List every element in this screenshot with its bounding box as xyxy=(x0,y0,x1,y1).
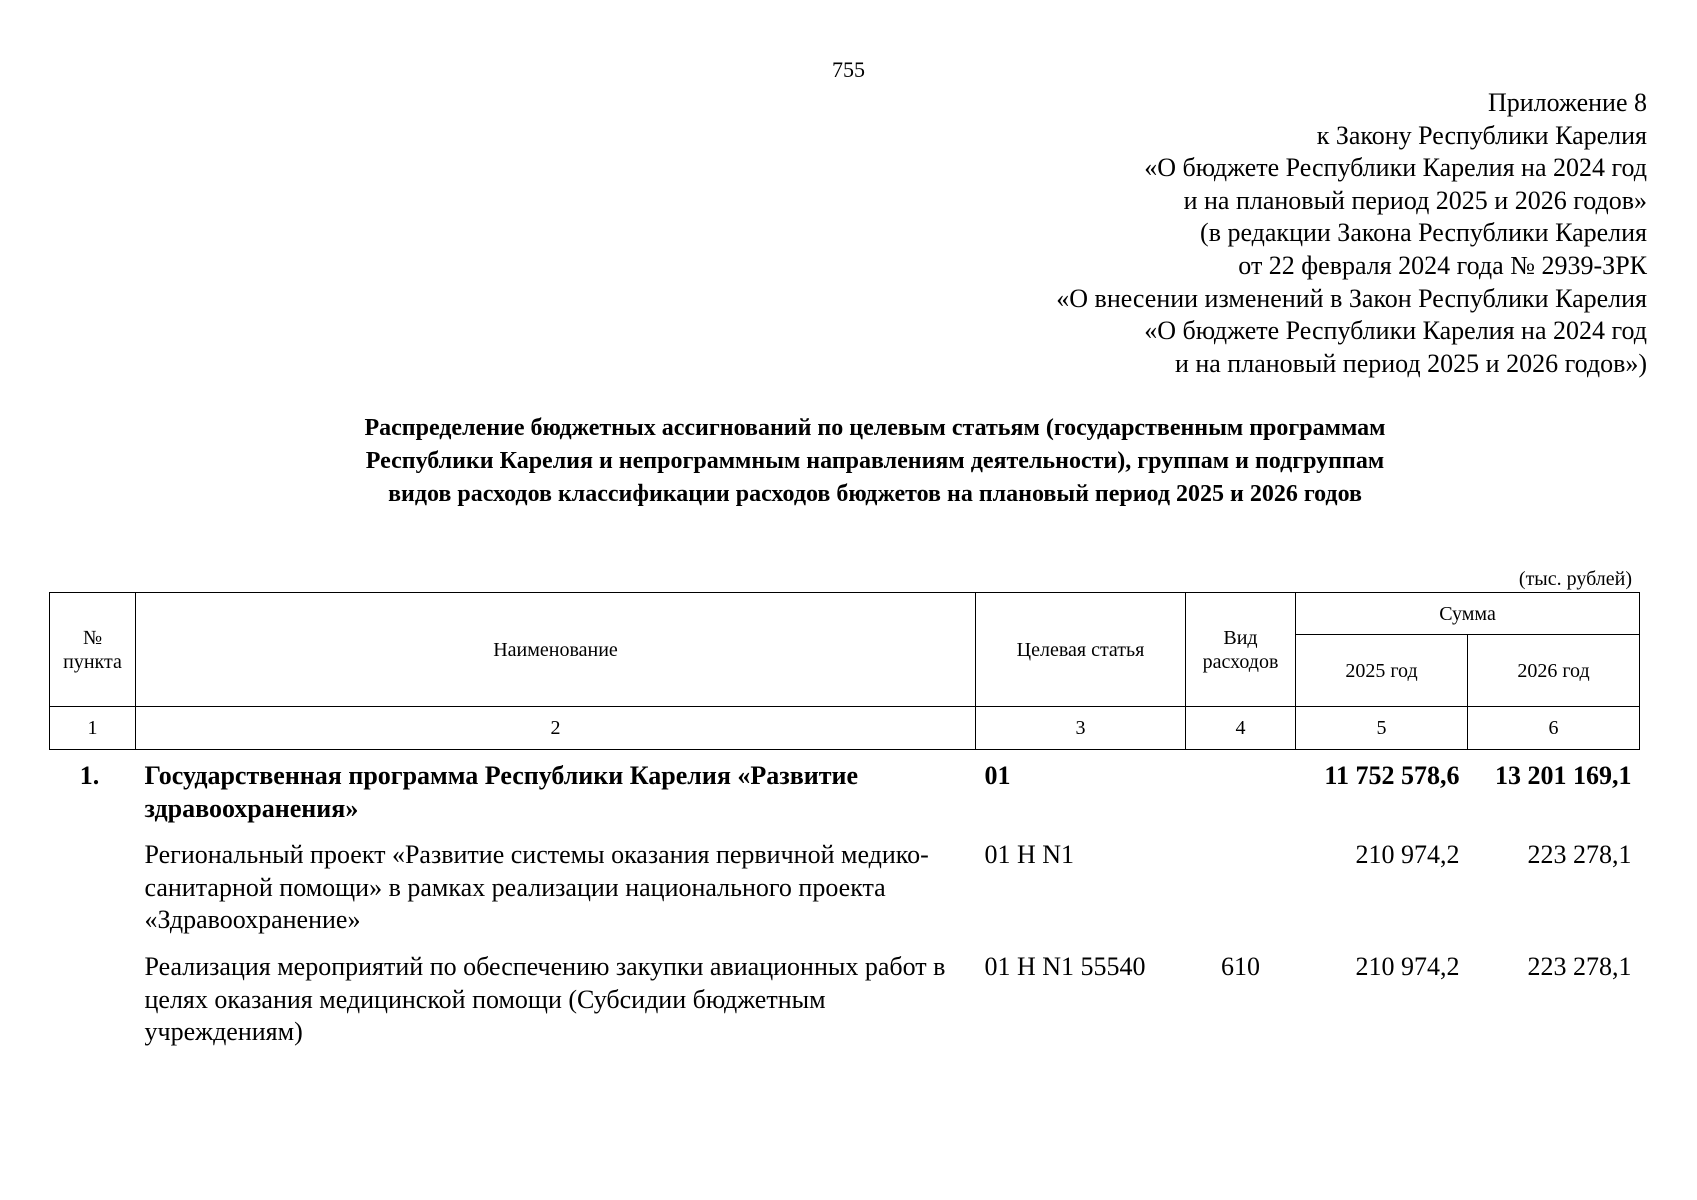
column-number: 2 xyxy=(136,707,976,750)
appendix-line: Приложение 8 xyxy=(1487,88,1647,117)
row-vid: 610 xyxy=(1221,951,1260,981)
column-number-row xyxy=(50,707,1640,750)
row-name: Реализация мероприятий по обеспечению закупки авиационных работ в целях оказания медицинской помощи (Субсидии бюджетным учреждениям) xyxy=(144,951,946,1047)
row-code: 01 xyxy=(984,761,1011,790)
row-amount-2025: 11 752 578,6 xyxy=(1324,761,1460,790)
header-num-label: пункта xyxy=(63,650,122,673)
units-label: (тыс. рублей) xyxy=(1518,568,1632,590)
row-amount-2026: 13 201 169,1 xyxy=(1495,761,1632,790)
column-number: 4 xyxy=(1186,707,1296,750)
header-year-2026: 2026 год xyxy=(1468,635,1640,707)
title-line: Распределение бюджетных ассигнований по целевым статьям (государственным программам xyxy=(364,415,1386,441)
title-line: видов расходов классификации расходов бюджетов на плановый период 2025 и 2026 годов xyxy=(388,481,1362,507)
appendix-line: «О внесении изменений в Закон Республики Карелия xyxy=(1056,283,1647,313)
document-title xyxy=(0,412,1697,511)
header-vid-line1: Вид xyxy=(1223,626,1258,649)
appendix-line: и на плановый период 2025 и 2026 годов» xyxy=(1183,185,1647,215)
table-row xyxy=(50,750,1640,840)
appendix-line: «О бюджете Республики Карелия на 2024 год xyxy=(1144,316,1647,346)
row-number xyxy=(50,839,136,951)
header-name: Наименование xyxy=(136,593,976,707)
appendix-line: и на плановый период 2025 и 2026 годов») xyxy=(1174,348,1647,378)
column-number: 5 xyxy=(1296,707,1468,750)
table-row xyxy=(50,839,1640,951)
row-amount-2025: 210 974,2 xyxy=(1355,951,1460,981)
header-num xyxy=(50,593,136,707)
header-row xyxy=(50,593,1640,635)
title-line: Республики Карелия и непрограммным направлениям деятельности), группам и подгруппам xyxy=(365,448,1385,474)
appendix-line: от 22 февраля 2024 года № 2939-ЗРК xyxy=(1238,250,1647,280)
row-amount-2025: 210 974,2 xyxy=(1355,840,1460,870)
row-amount-2026: 223 278,1 xyxy=(1527,840,1632,870)
row-code: 01 Н N1 xyxy=(984,840,1075,870)
appendix-line: к Закону Республики Карелия xyxy=(1316,120,1647,150)
column-number: 3 xyxy=(976,707,1186,750)
page-number: 755 xyxy=(832,57,865,82)
row-amount-2026: 223 278,1 xyxy=(1527,951,1632,981)
appendix-line: «О бюджете Республики Карелия на 2024 год xyxy=(1144,153,1647,183)
header-vid xyxy=(1186,593,1296,707)
header-year-2025: 2025 год xyxy=(1296,635,1468,707)
column-number: 6 xyxy=(1468,707,1640,750)
row-name: Государственная программа Республики Карелия «Развитие здравоохранения» xyxy=(144,761,859,823)
row-name: Региональный проект «Развитие системы оказания первичной медико-санитарной помощи» в рамках реализации национального проекта «Здравоохранение» xyxy=(144,840,929,935)
table-row xyxy=(50,951,1640,1063)
row-number xyxy=(50,951,136,1063)
header-sum: Сумма xyxy=(1296,593,1640,635)
row-number: 1. xyxy=(79,761,100,790)
budget-table xyxy=(49,592,1640,1063)
row-vid xyxy=(1186,839,1296,951)
header-code: Целевая статья xyxy=(976,593,1186,707)
appendix-line: (в редакции Закона Республики Карелия xyxy=(1200,218,1647,248)
appendix-header xyxy=(647,87,1647,380)
header-vid-line2: расходов xyxy=(1202,650,1279,673)
column-number: 1 xyxy=(50,707,136,750)
row-code: 01 Н N1 55540 xyxy=(984,951,1146,981)
header-num-symbol: № xyxy=(82,626,103,649)
row-vid xyxy=(1186,750,1296,840)
